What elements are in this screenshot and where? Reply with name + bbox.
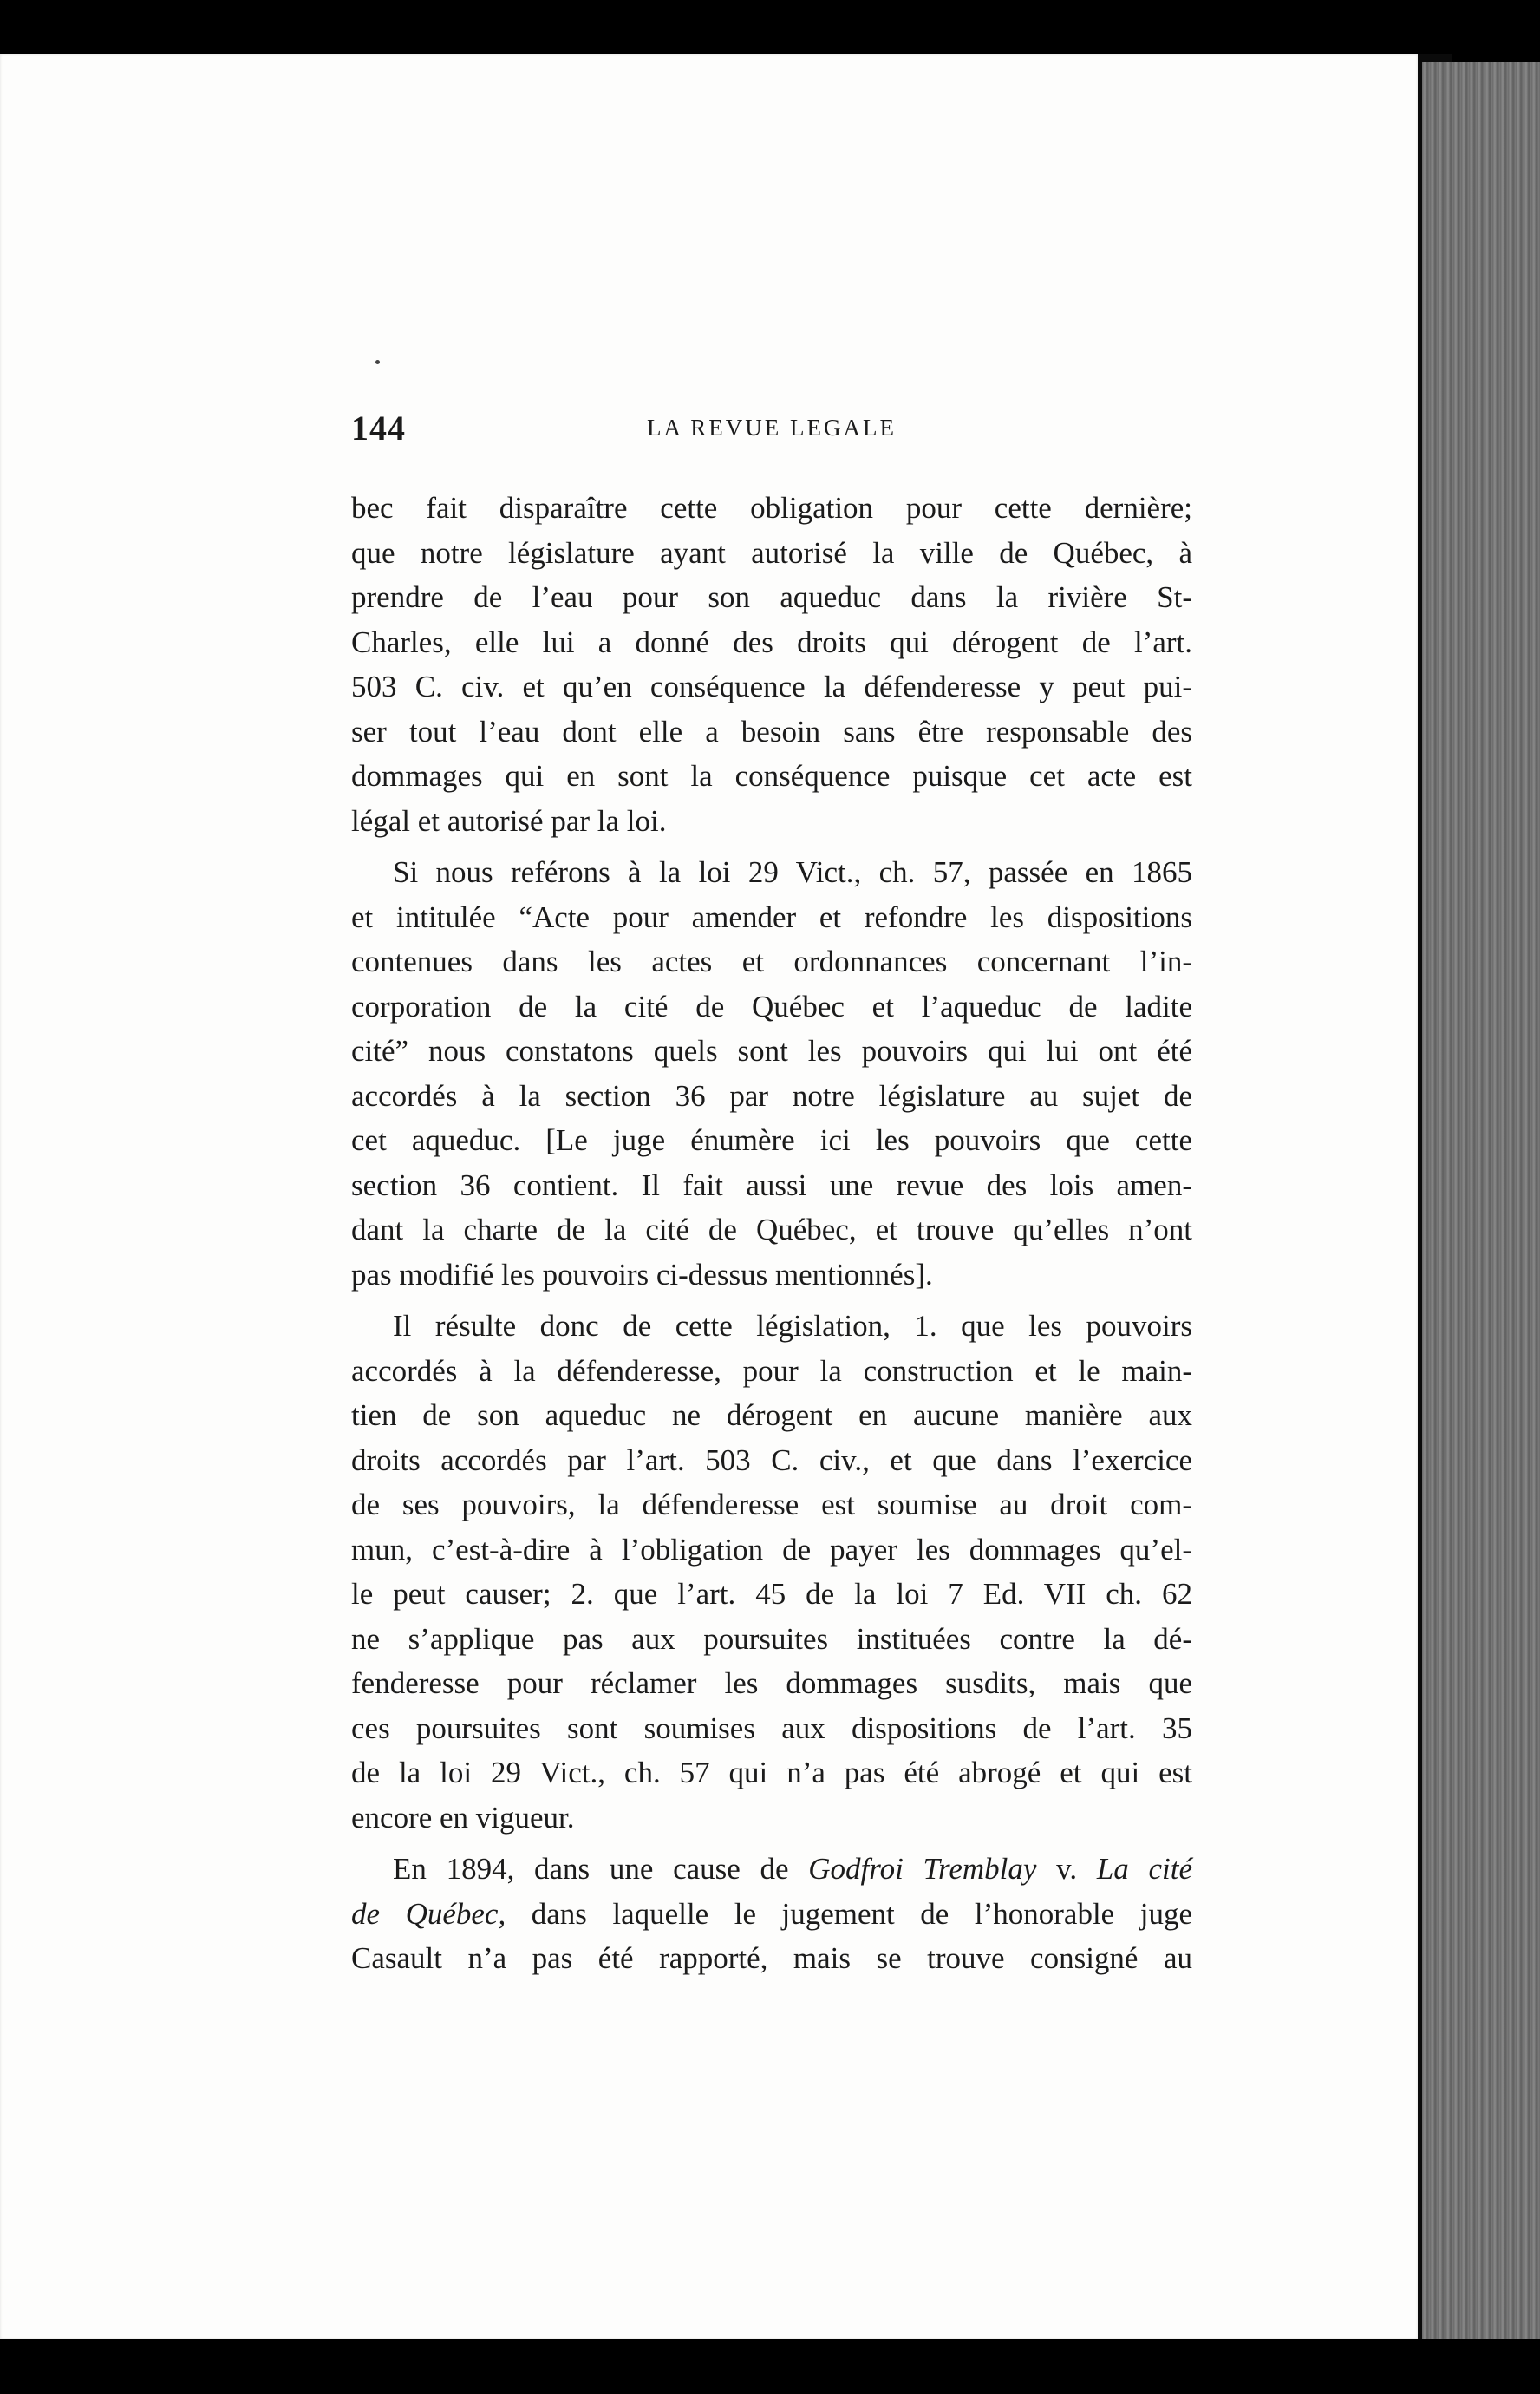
text-line: cité” nous constatons quels sont les pouvoirs qui lui ont été — [351, 1034, 1192, 1068]
text-line: accordés à la section 36 par notre législature au sujet de — [351, 1078, 1192, 1113]
text-line — [351, 1847, 1192, 1892]
case-party-name: de Québec, — [351, 1896, 506, 1931]
text-line: ces poursuites sont soumises aux dispositions de l’art. 35 — [351, 1710, 1192, 1745]
text-line: et intitulée “Acte pour amender et refondre les dispositions — [351, 899, 1192, 934]
text-line: ser tout l’eau dont elle a besoin sans être responsable des — [351, 714, 1192, 749]
text-line: Casault n’a pas été rapporté, mais se trouve consigné au — [351, 1941, 1192, 1975]
text-run: v. — [1036, 1852, 1097, 1886]
text-line: de la loi 29 Vict., ch. 57 qui n’a pas été abrogé et qui est — [351, 1756, 1192, 1789]
case-party-name: Godfroi Tremblay — [808, 1852, 1037, 1886]
text-run: En 1894, dans une cause de — [393, 1852, 809, 1886]
body-text — [351, 486, 1192, 1981]
text-line: ne s’applique pas aux poursuites instituées contre la dé- — [351, 1621, 1192, 1656]
text-line: dant la charte de la cité de Québec, et trouve qu’elles n’ont — [351, 1213, 1192, 1246]
page-stack-edge — [1422, 62, 1540, 2339]
text-line: contenues dans les actes et ordonnances concernant l’in- — [351, 945, 1192, 978]
text-line: cet aqueduc. [Le juge énumère ici les pouvoirs que cette — [351, 1123, 1192, 1157]
text-lines — [351, 486, 1192, 1840]
page-number: 144 — [351, 409, 406, 448]
text-line: de ses pouvoirs, la défenderesse est soumise au droit com- — [351, 1488, 1192, 1521]
text-line: prendre de l’eau pour son aqueduc dans la rivière St- — [351, 580, 1192, 614]
text-line: corporation de la cité de Québec et l’aqueduc de ladite — [351, 989, 1192, 1024]
text-line: fenderesse pour réclamer les dommages susdits, mais que — [351, 1666, 1192, 1700]
text-line: bec fait disparaître cette obligation pour cette dernière; — [351, 491, 1192, 525]
text-line: encore en vigueur. — [351, 1800, 575, 1835]
text-line: dommages qui en sont la conséquence puisque cet acte est — [351, 759, 1192, 793]
text-line: section 36 contient. Il fait aussi une revue des lois amen- — [351, 1168, 1192, 1202]
text-line: tien de son aqueduc ne dérogent en aucune manière aux — [351, 1398, 1192, 1432]
text-line: droits accordés par l’art. 503 C. civ., et que dans l’exercice — [351, 1442, 1192, 1477]
text-line: mun, c’est-à-dire à l’obligation de payer les dommages qu’el- — [351, 1532, 1192, 1567]
text-line: le peut causer; 2. que l’art. 45 de la loi 7 Ed. VII ch. 62 — [351, 1577, 1192, 1611]
text-line: que notre législature ayant autorisé la ville de Québec, à — [351, 535, 1192, 570]
text-line: Charles, elle lui a donné des droits qui dérogent de l’art. — [351, 625, 1192, 659]
text-line: Si nous reférons à la loi 29 Vict., ch. 57, passée en 1865 — [393, 855, 1192, 889]
text-line: 503 C. civ. et qu’en conséquence la défenderesse y peut pui- — [351, 670, 1192, 703]
text-line — [351, 1892, 1192, 1937]
text-line: pas modifié les pouvoirs ci-dessus mentionnés]. — [351, 1257, 933, 1292]
running-title: LA REVUE LEGALE — [647, 415, 897, 441]
top-border — [0, 0, 1540, 54]
speck-mark — [375, 360, 380, 364]
text-line: légal et autorisé par la loi. — [351, 803, 667, 838]
text-line: Il résulte donc de cette législation, 1. que les pouvoirs — [393, 1309, 1192, 1343]
case-party-name: La cité — [1096, 1852, 1192, 1886]
text-line: accordés à la défenderesse, pour la construction et le main- — [351, 1353, 1192, 1388]
page-header — [351, 408, 1192, 451]
text-run: dans laquelle le jugement de l’honorable juge — [506, 1896, 1192, 1931]
final-paragraph — [351, 1847, 1192, 1981]
